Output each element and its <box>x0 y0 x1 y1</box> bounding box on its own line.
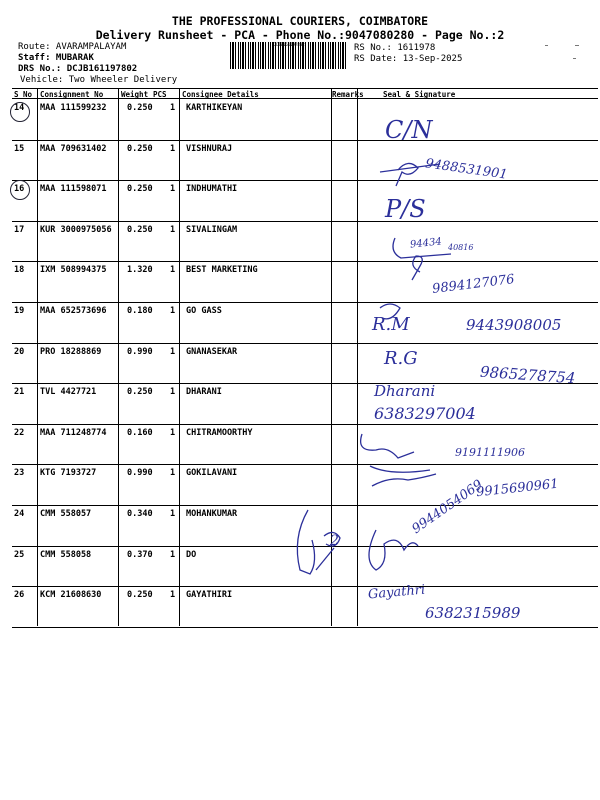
row-sno: 14 <box>14 103 25 113</box>
row-sno: 16 <box>14 184 25 195</box>
row-pcs: 1 <box>170 590 176 601</box>
row-sno: 19 <box>14 306 25 316</box>
row-consignment-no: MAA 111599232 <box>40 103 107 113</box>
row-consignment-no: MAA 652573696 <box>40 306 107 316</box>
company-title: THE PROFESSIONAL COURIERS, COIMBATORE <box>171 14 429 28</box>
route-label: Route: AVARAMPALAYAM <box>18 42 127 52</box>
row-consignment-no: TVL 4427721 <box>40 387 97 398</box>
row-pcs: 1 <box>170 549 176 560</box>
handwritten-phone: 9944054069 <box>409 477 486 537</box>
row-consignee: BEST MARKETING <box>186 265 258 276</box>
row-weight: 0.160 <box>127 427 153 438</box>
row-weight: 0.990 <box>127 468 153 479</box>
row-weight: 0.250 <box>127 590 153 601</box>
row-consignee: INDHUMATHI <box>186 184 238 195</box>
row-pcs: 1 <box>170 265 176 276</box>
vehicle-label: Vehicle: Two Wheeler Delivery <box>20 75 178 85</box>
handwritten-phone: 94434 <box>409 236 443 251</box>
handwritten-remark: 2 <box>330 533 339 549</box>
row-consignee: SIVALINGAM <box>186 224 238 235</box>
col-header-consignment: Consignment No <box>40 90 104 99</box>
handwritten-phone: 9443908005 <box>466 316 562 334</box>
col-header-sno: S No <box>14 90 33 99</box>
row-weight: 0.340 <box>127 509 153 519</box>
row-consignee: MOHANKUMAR <box>186 509 238 519</box>
col-header-weight: Weight <box>121 90 149 99</box>
row-pcs: 1 <box>170 224 176 235</box>
row-sno: 18 <box>14 265 25 276</box>
handwritten-ps: P/S <box>385 195 426 223</box>
row-consignee: GNANASEKAR <box>186 346 238 357</box>
runsheet-subtitle: Delivery Runsheet - PCA - Phone No.:9047080280 - Page No.:2 <box>95 28 505 42</box>
row-sno: 24 <box>14 509 25 519</box>
row-pcs: 1 <box>170 184 176 195</box>
handwritten-initials: R.M <box>372 314 410 335</box>
handwritten-phone: 9915690961 <box>475 476 560 501</box>
row-consignment-no: CMM 558058 <box>40 549 92 560</box>
row-consignment-no: PRO 18288869 <box>40 346 102 357</box>
handwritten-phone: 9894127076 <box>431 272 516 297</box>
row-sno: 15 <box>14 143 25 154</box>
row-sno: 25 <box>14 549 25 560</box>
row-consignment-no: MAA 711248774 <box>40 427 107 438</box>
row-consignee: CHITRAMOORTHY <box>186 427 253 438</box>
row-consignment-no: IXM 508994375 <box>40 265 107 276</box>
row-sno: 17 <box>14 224 25 235</box>
sno-circle-mark <box>10 180 30 200</box>
row-weight: 0.250 <box>127 184 153 195</box>
handwritten-phone: 6383297004 <box>374 404 476 423</box>
handwritten-phone: 9865278754 <box>479 362 576 388</box>
signature-scribbles <box>280 150 598 630</box>
row-consignee: GOKILAVANI <box>186 468 238 479</box>
row-weight: 0.370 <box>127 549 153 560</box>
row-weight: 1.320 <box>127 265 153 276</box>
row-weight: 0.250 <box>127 387 153 398</box>
row-pcs: 1 <box>170 346 176 357</box>
row-consignee: KARTHIKEYAN <box>186 103 243 113</box>
row-weight: 0.990 <box>127 346 153 357</box>
col-header-seal: Seal & Signature <box>383 90 456 99</box>
rs-number: RS No.: 1611978 <box>354 43 436 53</box>
rs-date: RS Date: 13-Sep-2025 <box>354 54 463 64</box>
barcode-text: DCJB161197802 <box>273 42 305 47</box>
row-pcs: 1 <box>170 103 176 113</box>
staff-label: Staff: MUBARAK <box>18 53 94 63</box>
row-consignment-no: KTG 7193727 <box>40 468 97 479</box>
row-weight: 0.180 <box>127 306 153 316</box>
row-consignment-no: MAA 111598071 <box>40 184 107 195</box>
row-sno: 22 <box>14 427 25 438</box>
handwritten-name: Dharani <box>374 382 436 400</box>
row-pcs: 1 <box>170 427 176 438</box>
row-consignee: GO GASS <box>186 306 222 316</box>
row-consignee: VISHNURAJ <box>186 143 233 154</box>
row-divider <box>12 140 598 141</box>
row-pcs: 1 <box>170 468 176 479</box>
row-sno: 21 <box>14 387 25 398</box>
row-pcs: 1 <box>170 509 176 519</box>
row-weight: 0.250 <box>127 103 153 113</box>
col-header-pcs: PCS <box>153 90 167 99</box>
sno-circle-mark <box>10 102 30 122</box>
row-consignment-no: MAA 709631402 <box>40 143 107 154</box>
row-sno: 26 <box>14 590 25 601</box>
col-header-details: Consignee Details <box>182 90 259 99</box>
row-sno: 20 <box>14 346 25 357</box>
col-header-remarks: Remarks <box>332 90 364 99</box>
row-consignment-no: KUR 3000975056 <box>40 224 112 235</box>
row-consignee: GAYATHIRI <box>186 590 233 601</box>
row-consignment-no: KCM 21608630 <box>40 590 102 601</box>
row-weight: 0.250 <box>127 224 153 235</box>
handwritten-phone: 9488531901 <box>424 156 509 183</box>
row-consignee: DHARANI <box>186 387 222 398</box>
handwritten-name: Gayathri <box>367 582 426 603</box>
row-pcs: 1 <box>170 306 176 316</box>
row-sno: 23 <box>14 468 25 479</box>
handwritten-phone: 9191111906 <box>455 446 525 459</box>
row-consignee: DO <box>186 549 197 560</box>
handwritten-phone: 40816 <box>448 243 474 252</box>
handwritten-initials: R.G <box>384 348 418 369</box>
row-weight: 0.250 <box>127 143 153 154</box>
drs-label: DRS No.: DCJB161197802 <box>18 64 138 74</box>
handwritten-cn: C/N <box>385 116 433 144</box>
row-pcs: 1 <box>170 143 176 154</box>
row-pcs: 1 <box>170 387 176 398</box>
row-consignment-no: CMM 558057 <box>40 509 92 519</box>
handwritten-phone: 6382315989 <box>425 604 521 622</box>
